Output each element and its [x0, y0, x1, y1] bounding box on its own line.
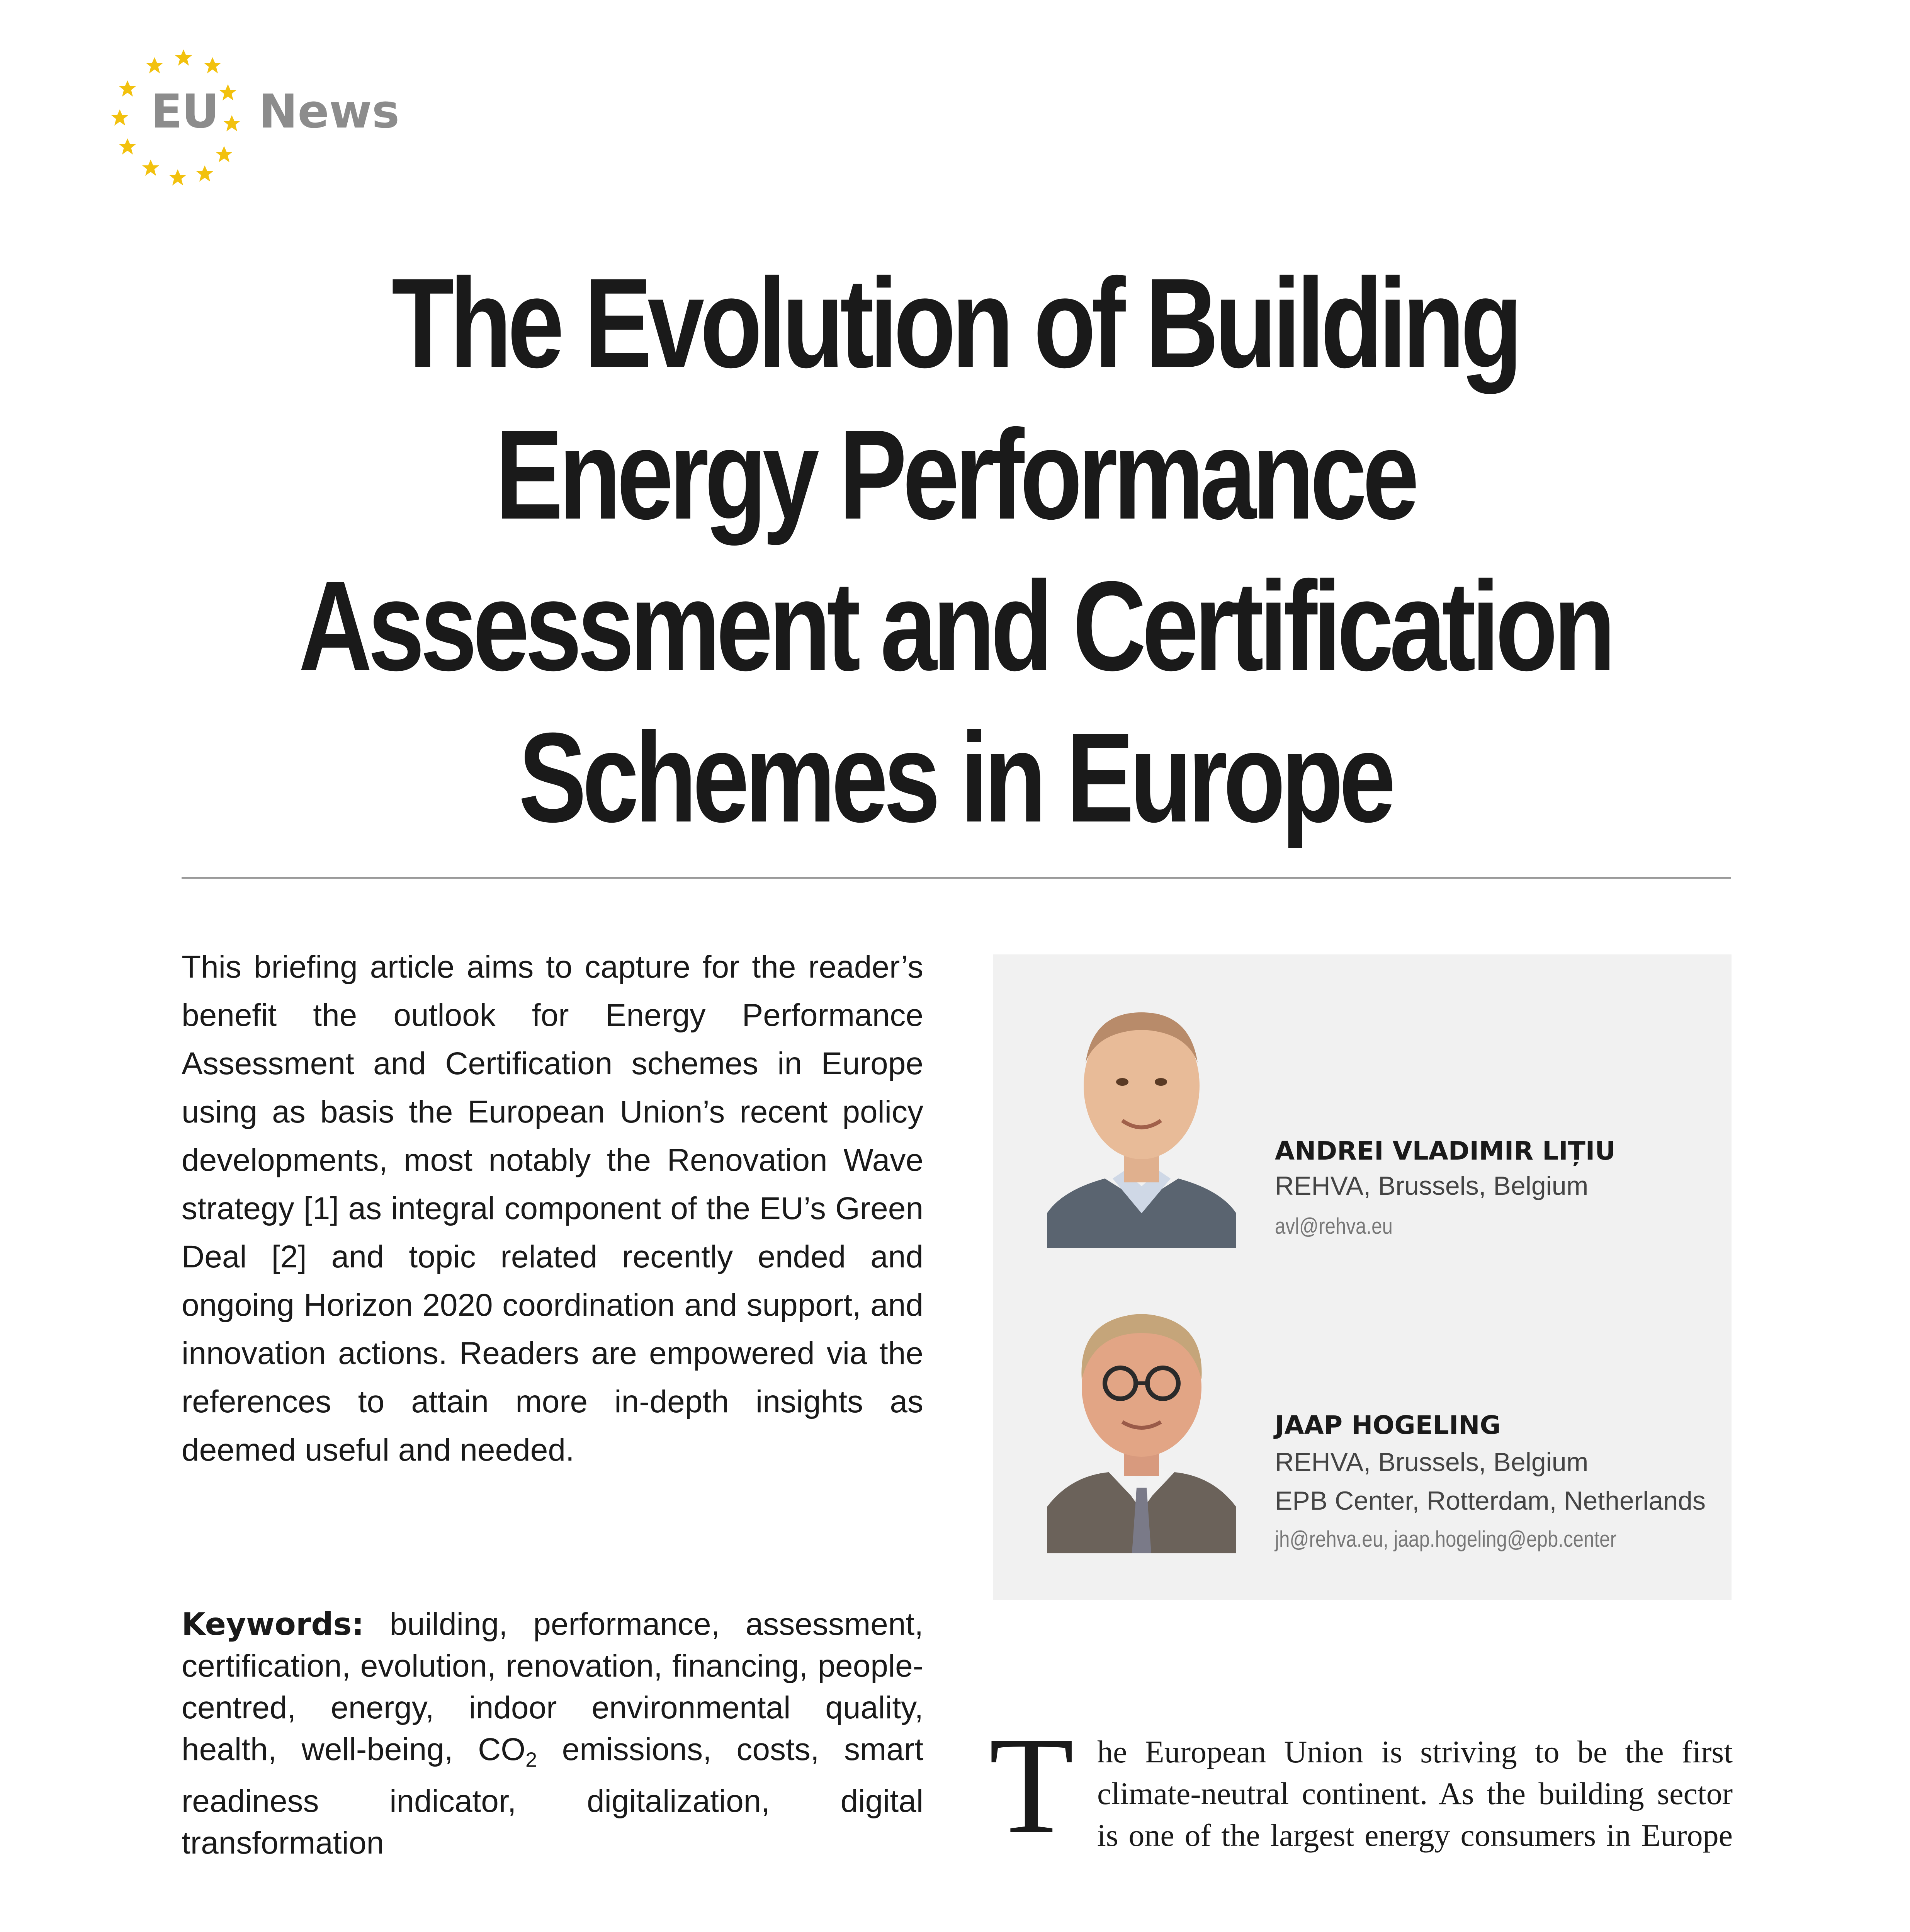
title-divider — [182, 877, 1731, 879]
eu-news-logo — [97, 43, 413, 189]
author-box — [993, 954, 1732, 1600]
keywords-co2-subscript: 2 — [525, 1748, 537, 1772]
author-photo-hogeling — [1047, 1291, 1236, 1553]
article-title: The Evolution of Building Energy Performance Assessment and Certification Schemes in Europe — [298, 252, 1612, 849]
keywords-text-end: emissions, costs, smart readiness indicator, digitalization, digital transformation — [182, 1732, 924, 1861]
author-name-hogeling: JAAP HOGELING — [1275, 1410, 1501, 1440]
author-affiliation-liitiu: REHVA, Brussels, Belgium — [1275, 1171, 1589, 1201]
author-name-liitiu: ANDREI VLADIMIR LIȚIU — [1275, 1136, 1616, 1166]
author-email-liitiu: avl@rehva.eu — [1275, 1214, 1393, 1239]
author-affiliation-hogeling-2: EPB Center, Rotterdam, Netherlands — [1275, 1486, 1706, 1515]
author-affiliation-hogeling-1: REHVA, Brussels, Belgium — [1275, 1447, 1589, 1477]
keywords-text: building, performance, assessment, certification, evolution, renovation, financing, people-centred, energy, indoor environmental quality, health, well-being, — [182, 1607, 923, 1767]
article-abstract: This briefing article aims to capture for the reader’s benefit the outlook for Energy Performance Assessment and Certification schemes in Europe using as basis the European Union’s recent policy developments, most notably the Renovation Wave strategy [1] as integral component of the EU’s Green Deal [2] and topic related recently ended and ongoing Horizon 2020 coordination and support, and innovation actions. Readers are empowered via the references to attain more in-depth insights as deemed useful and needed. — [182, 949, 923, 1468]
section-news-label: News — [259, 85, 400, 139]
author-email-hogeling: jh@rehva.eu, jaap.hogeling@epb.center — [1275, 1527, 1617, 1552]
section-eu-label: EU — [151, 85, 219, 139]
drop-cap: T — [989, 1708, 1074, 1862]
keywords-label: Keywords: — [182, 1606, 364, 1642]
keywords-co2: CO — [478, 1732, 526, 1767]
author-photo-liitiu — [1047, 985, 1236, 1248]
keywords — [182, 1604, 923, 1864]
body-paragraph: he European Union is striving to be the first climate-neutral continent. As the building sector is one of the largest energy consumers in Europe — [1097, 1734, 1733, 1853]
energy-label-buildings-illustration — [0, 1913, 1910, 1932]
